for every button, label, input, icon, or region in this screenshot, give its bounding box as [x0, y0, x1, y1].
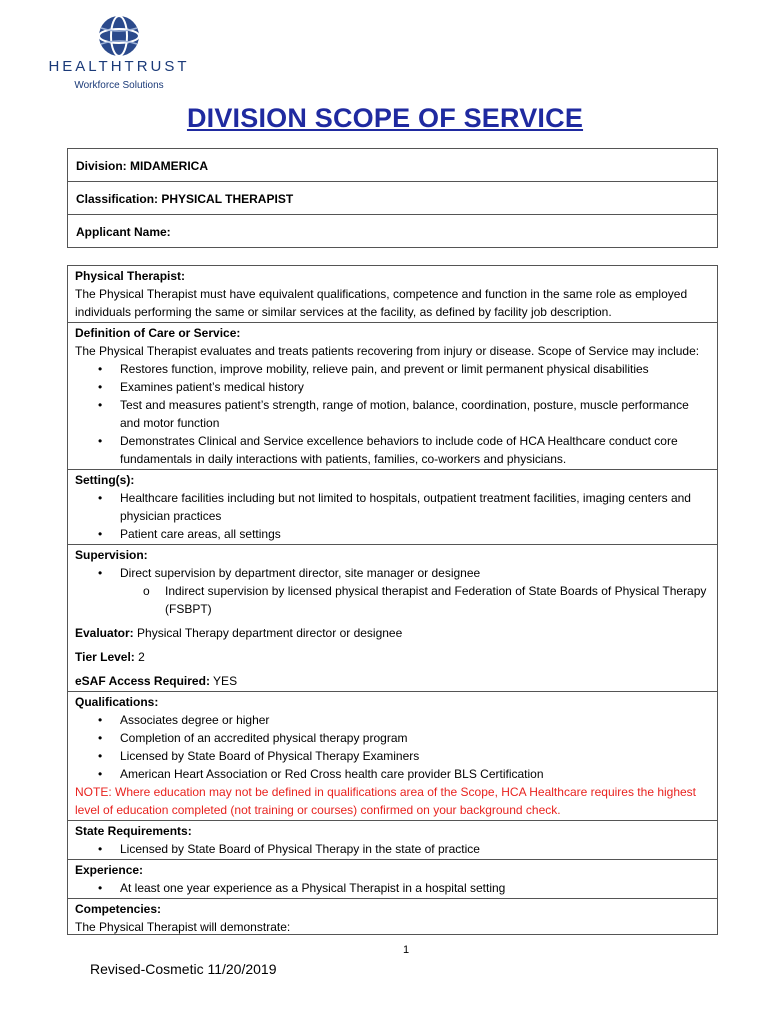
section-text: The Physical Therapist must have equivalent qualifications, competence and function in the same role as employed individuals performing the same or similar services at the facility, as defined by facility job description.: [75, 287, 688, 319]
evaluator-line: [75, 624, 709, 642]
page-title: DIVISION SCOPE OF SERVICE: [186, 103, 584, 133]
list-item: • Test and measures patient’s strength, range of motion, balance, coordination, posture, muscle performance and motor function: [75, 396, 709, 432]
list-item: • Licensed by State Board of Physical Therapy Examiners: [75, 747, 709, 765]
globe-icon: [96, 14, 142, 58]
section-heading: Qualifications:: [75, 695, 159, 709]
section-text: The Physical Therapist evaluates and treats patients recovering from injury or disease. Scope of Service may include:: [75, 344, 700, 358]
list-item: • Healthcare facilities including but not limited to hospitals, outpatient treatment facilities, imaging centers and physician practices: [75, 489, 709, 525]
list-item: • Associates degree or higher: [75, 711, 709, 729]
section-heading: Definition of Care or Service:: [75, 326, 241, 340]
definition-list: [75, 360, 709, 468]
list-item: • American Heart Association or Red Cross health care provider BLS Certification: [75, 765, 709, 783]
tier-level-label: Tier Level:: [75, 650, 135, 664]
list-item: • Demonstrates Clinical and Service excellence behaviors to include code of HCA Healthcare conduct core fundamentals in daily interactions with patients, families, co-workers and physicians.: [75, 432, 709, 468]
tier-level-line: [75, 648, 709, 666]
tier-level-value: 2: [134, 650, 145, 664]
list-item: • Direct supervision by department director, site manager or designee: [75, 564, 709, 582]
experience-list: [75, 879, 709, 897]
logo-wordmark: HEALTHTRUST: [48, 58, 190, 75]
section-heading: State Requirements:: [75, 824, 192, 838]
section-text: The Physical Therapist will demonstrate:: [75, 920, 291, 934]
physical-therapist-section: [68, 266, 717, 323]
experience-section: [68, 860, 717, 899]
section-heading: Competencies:: [75, 902, 162, 916]
education-note: NOTE: Where education may not be defined in qualifications area of the Scope, HCA Healthcare requires the highest level of education completed (not training or courses) confirmed on your background check.: [75, 785, 697, 817]
logo-subtitle: Workforce Solutions: [74, 80, 164, 91]
competencies-section: [68, 899, 717, 937]
list-item: • Licensed by State Board of Physical Therapy in the state of practice: [75, 840, 709, 858]
supervision-section: [68, 545, 717, 692]
definition-section: [68, 323, 717, 470]
header-table: [67, 148, 718, 248]
revision-footer: Revised-Cosmetic 11/20/2019: [90, 961, 277, 977]
healthtrust-logo: [44, 14, 194, 94]
division-row: Division: MIDAMERICA: [68, 149, 717, 182]
settings-section: [68, 470, 717, 545]
section-heading: Experience:: [75, 863, 144, 877]
esaf-value: YES: [209, 674, 238, 688]
list-item: • Completion of an accredited physical therapy program: [75, 729, 709, 747]
evaluator-label: Evaluator:: [75, 626, 134, 640]
section-heading: Supervision:: [75, 548, 148, 562]
state-requirements-section: [68, 821, 717, 860]
qualifications-section: [68, 692, 717, 821]
sub-list-item: o Indirect supervision by licensed physical therapist and Federation of State Boards of Physical Therapy (FSBPT): [75, 582, 709, 618]
section-heading: Physical Therapist:: [75, 269, 186, 283]
supervision-list: [75, 564, 709, 618]
state-requirements-list: [75, 840, 709, 858]
list-item: • Patient care areas, all settings: [75, 525, 709, 543]
list-item: • At least one year experience as a Physical Therapist in a hospital setting: [75, 879, 709, 897]
scope-table: [67, 265, 718, 935]
evaluator-value: Physical Therapy department director or designee: [133, 626, 403, 640]
qualifications-list: [75, 711, 709, 783]
settings-list: [75, 489, 709, 543]
list-item: • Restores function, improve mobility, relieve pain, and prevent or limit permanent physical disabilities: [75, 360, 709, 378]
applicant-name-row: Applicant Name:: [76, 225, 171, 239]
esaf-line: [75, 672, 709, 690]
page-number: 1: [402, 944, 410, 956]
list-item: • Examines patient’s medical history: [75, 378, 709, 396]
esaf-label: eSAF Access Required:: [75, 674, 210, 688]
classification-row: Classification: PHYSICAL THERAPIST: [68, 182, 717, 215]
section-heading: Setting(s):: [75, 473, 135, 487]
